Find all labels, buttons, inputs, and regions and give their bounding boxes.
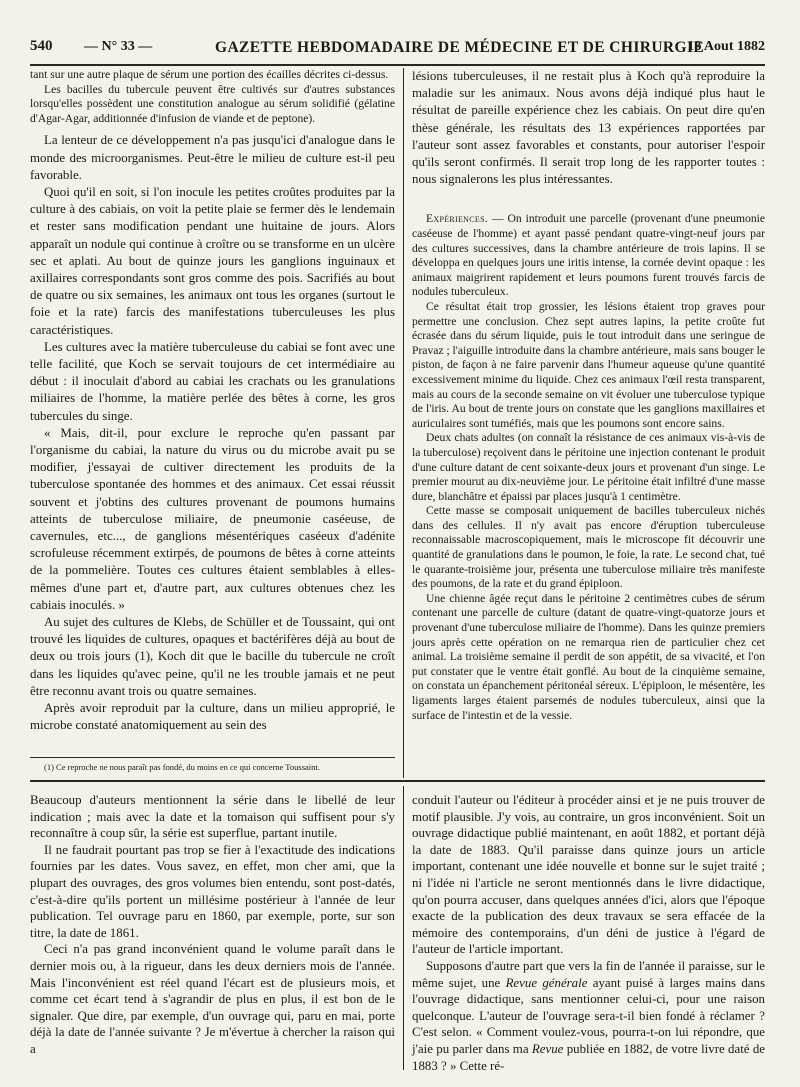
paragraph: Cette masse se composait uniquement de bacilles tuberculeux nichés dans des cellules. Il n'y avait pas encore d'éruption tuberculeuse reconnaissable macroscopiquement, mais le microscope fit découvrir une quantité de granulations dans le poumon, le foie, la rate. Le second chat, tué le quarante-troisième jour, présenta une tuberculose miliaire très manifeste des poumons, de la rate et du grand épiploon. [412,504,765,591]
paragraph: lésions tuberculeuses, il ne restait plus à Koch qu'à reproduire la maladie sur les animaux. Nous avons déjà indiqué plus haut le résultat de pareille expérience chez les cabiais. On peut dire qu'en thèse générale, les résultats des 13 expériences rapportées par l'auteur sont assez favorables et constants, pour autoriser l'espoir qu'ils seront confirmés. Il serait trop long de les rapporter toutes : nous signalerons les plus intéressantes. [412,69,765,187]
paragraph: conduit l'auteur ou l'éditeur à procéder ainsi et je ne puis trouver de motif plausible. J'y vois, au contraire, un gros inconvénient. Soit un ouvrage didactique publié maintenant, en août 1882, et portant déjà la date de 1883. Qu'il paraisse dans quinze jours un article important, contenant une idée nouvelle et bonne sur le sujet traité ; ni l'idée ni l'article ne seront mentionnés dans le livre didactique, qu'on pourra accuser, dans quelques années d'ici, alors que l'époque exacte de la publication des deux travaux se sera effacée de la mémoire des contemporains, d'un déni de justice à l'égard de l'auteur de l'article important. [412,793,765,957]
experiences-paragraph: Expériences. — On introduit une parcelle (provenant d'une pneumonie caséeuse de l'homme) et ayant passé pendant quatre-vingt-neuf jours par des cultures successives, dans la chambre antérieure de trois lapins. Il se développa en quelques jours une iritis intense, la cornée devint opaque : les animaux maigrirent rapidement et leurs poumons furent trouvés farcis de nodules tuberculeux. [412,212,765,299]
page-header [30,38,765,62]
section-rule [30,780,765,782]
paragraph: Beaucoup d'auteurs mentionnent la série dans le libellé de leur indication ; mais avec la date et la tomaison qui suffisent pour s'y reconnaître à coup sûr, la série est superflue, partant inutile. [30,793,395,841]
article-column-bottom-left [30,792,395,1058]
article-column-bottom-right [412,792,765,1074]
column-divider [403,786,404,1070]
paragraph: « Mais, dit-il, pour exclure le reproche qu'en passant par l'organisme du cabiai, la nature du virus ou du microbe avait pu se modifier, j'essayai de cultiver directement les produits de la tuberculose spontanée des hommes et des animaux. Cet essai réussit souvent et j'obtins des cultures provenant de poumons humains atteints de tuberculose miliaire, de pneumonie caséeuse, de cavernules, etc..., de ganglions mésentériques caséeux d'adénite scrofuleuse récemment extirpés, de poumons de bêtes à corne atteints de la pommelière. Toutes ces cultures étaient semblables à elles-mêmes d'une part et, d'autre part, aux cultures obtenues chez les cabiais inoculés. » [30,425,395,612]
paragraph: Ceci n'a pas grand inconvénient quand le volume paraît dans le dernier mois ou, à la rigueur, dans les deux derniers mois de l'année. Mais l'inconvénient est réel quand l'écart est de plusieurs mois, et comme cet écart tend à s'agrandir de plus en plus, il est bon de le signaler. Que dire, par exemple, d'un ouvrage qui, paru en mai, porte déjà la date de l'année suivante ? Je m'évertue à chercher la raison qui a [30,942,395,1056]
page-number: 540 [30,38,53,54]
issue-number: — N° 33 — [84,39,153,54]
issue-date: 18 Aout 1882 [687,39,765,54]
journal-name-emphasis: Revue [531,1041,564,1056]
paragraph: Une chienne âgée reçut dans le péritoine 2 centimètres cubes de sérum contenant une parcelle de culture (datant de quatre-vingt-quatorze jours et provenant d'une tuberculose miliaire de l'homme). Dans les quinze premiers jours après cette opération on ne remarqua rien de particulier chez cet animal. La troisième semaine il perdit de son appétit, de sa vivacité, et l'on put constater que le ventre était gonflé. Au bout de la cinquième semaine, on constata un épanchement péritonéal séreux. L'épiploon, le mésentère, les ligaments larges étaient parsemés de nodules tuberculeux, ainsi que la surface de l'intestin et de la vessie. [412,591,765,722]
paragraph: Quoi qu'il en soit, si l'on inocule les petites croûtes produites par la culture à des cabiais, on voit la petite plaie se fermer dès le lendemain et rester sans modification pendant une huitaine de jours. Alors apparaît un nodule qui continue à croître ou se transforme en un ulcère sec et aplati. Au bout de quinze jours les ganglions inguinaux et axillaires correspondants sont gros comme des pois. Sacrifiés au bout de quatre ou six semaines, les animaux ont tous les organes (surtout le foie et la rate) farcis des manifestations tuberculeuses les plus caractéristiques. [30,184,395,337]
paragraph: tant sur une autre plaque de sérum une portion des écailles décrites ci-dessus. [30,68,389,81]
paragraph: Il ne faudrait pourtant pas trop se fier à l'exactitude des indications fournies par les dates. Vous savez, en effet, mon cher ami, que la plupart des ouvrages, des gros volumes bien entendu, sont post-datés, c'est-à-dire qu'ils portent un millésime postérieur à l'année de leur publication. Tel ouvrage paru en 1860, par exemple, porte, sur son titre, la date de 1861. [30,842,395,940]
journal-name-emphasis: Revue générale [505,975,588,990]
article-column-top-right [412,68,765,723]
paragraph: La lenteur de ce développement n'a pas jusqu'ici d'analogue dans le monde des microorganismes. Peut-être le milieu de culture est-il peu favorable. [30,133,395,182]
footnote-rule [30,757,395,758]
paragraph: Ce résultat était trop grossier, les lésions étaient trop graves pour permettre une conclusion. Chez sept autres lapins, la petite croûte fut écrasée dans du sérum liquide, puis le tout introduit dans une seringue de Pravaz ; l'aiguille introduite dans la chambre antérieure, mais sans bouger le piston, de façon à ne faire parvenir dans l'humeur aqueuse qu'une quantité excessivement minime du liquide. Chez ces animaux l'œil resta transparent, mais au cours de la seconde semaine on vit évoluer une tuberculose typique de l'iris. Au bout de trente jours on constate que les ganglions maxillaires et auriculaires sont tuméfiés, mais que les poumons sont encore sains. [412,299,765,430]
footnote: (1) Ce reproche ne nous paraît pas fondé, du moins en ce qui concerne Toussaint. [44,762,320,772]
paragraph: Au sujet des cultures de Klebs, de Schüller et de Toussaint, qui ont trouvé les liquides de cultures, opaques et bactérifères déjà au bout de deux ou trois jours (1), Koch dit que le bacille du tubercule ne croît dans les liquides qu'avec peine, qu'il ne les trouble jamais et ne peut être reconnu avant trois ou quatre semaines. [30,615,395,698]
paragraph: Deux chats adultes (on connaît la résistance de ces animaux vis-à-vis de la tuberculose) reçoivent dans le péritoine une injection contenant le produit d'une culture datant de cent soixante-deux jours et provenant d'un singe. Le premier mourut au dix-neuvième jour. Le péritoine était infiltré d'une masse dure, blanchâtre et épaissi par places jusqu'à 1 centimètre. [412,431,765,503]
paragraph: Les bacilles du tubercule peuvent être cultivés sur d'autres substances lorsqu'elles possèdent une constitution analogue au sérum solidifié (gélatine d'Agar-Agar, additionnée d'infusion de viande et de peptone). [30,82,395,125]
paragraph: Les cultures avec la matière tuberculeuse du cabiai se font avec une telle facilité, que Koch se servait toujours de cet intermédiaire au début : il inoculait d'abord au cabiai les crachats ou les granulations miliaires de l'homme, la matière perlée des bêtes à corne, les gros tubercules du singe. [30,339,395,423]
article-column-top-left [30,68,395,734]
journal-title: GAZETTE HEBDOMADAIRE DE MÉDECINE ET DE CHIRURGIE [215,39,705,56]
header-rule [30,64,765,66]
paragraph: Après avoir reproduit par la culture, dans un milieu approprié, le microbe constaté anatomiquement au sein des [30,701,395,733]
paragraph: Supposons d'autre part que vers la fin de l'année il paraisse, sur le même sujet, une Revue générale ayant puisé à larges mains dans l'ouvrage didactique, sans mentionner celui-ci, pour une raison quelconque. L'auteur de l'ouvrage sera-t-il bien fondé à réclamer ? C'est selon. « Comment voulez-vous, pourra-t-on lui répondre, que j'aie pu parler dans ma Revue publiée en 1882, de votre livre daté de 1883 ? » Cette ré- [412,958,765,1073]
section-label: Expériences. [426,212,489,226]
column-divider [403,68,404,778]
